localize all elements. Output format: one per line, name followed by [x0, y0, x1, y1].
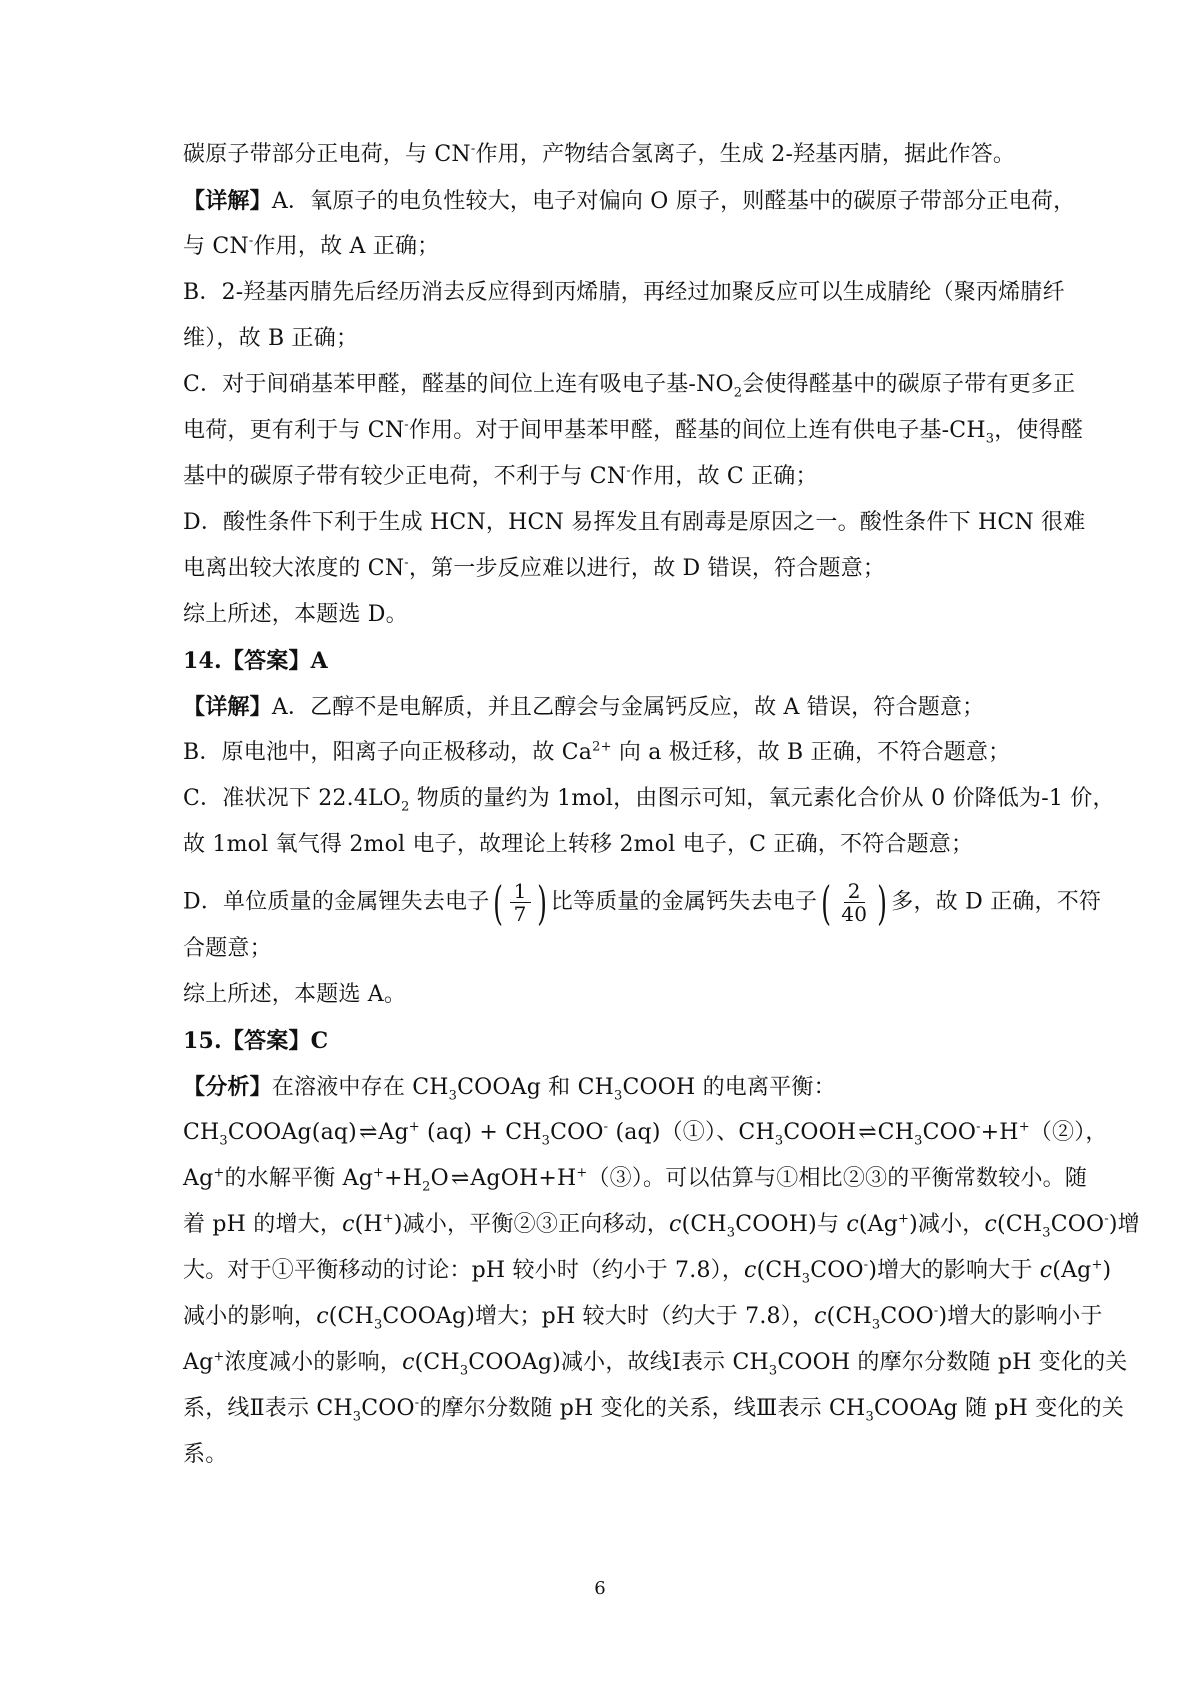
- text-line: 维），故 B 正确；: [183, 326, 359, 351]
- text-line: C．对于间硝基苯甲醛，醛基的间位上连有吸电子基$-NO_2$会使得醛基中的碳原子带有更多正: [183, 372, 1076, 401]
- text-line: 与 CN-作用，故 A 正确；: [183, 233, 440, 259]
- text-line: 减小的影响，$c(CH_3COOAg)$增大；pH 较大时（约大于 7.8），$c(CH_3COO^-)$增大的影响小于: [183, 1303, 1103, 1333]
- right-paren: ): [877, 875, 888, 930]
- equilibrium-arrow: ⇌: [450, 1166, 467, 1191]
- text-line: 【详解】A．氧原子的电负性较大，电子对偏向 O 原子，则醛基中的碳原子带部分正电荷，: [183, 188, 1076, 214]
- text-line: 【分析】在溶液中存在 $CH_3COOAg$ 和 $CH_3COOH$ 的电离平衡：: [183, 1074, 836, 1104]
- text-line: 合题意；: [183, 936, 272, 961]
- fraction-2-40: $\frac{2}{40}$: [841, 879, 868, 926]
- text-line: C．准状况下 $22.4LO_2$ 物质的量约为 1mol，由图示可知，氧元素化合价从 0 价降低为-1 价，: [183, 786, 1115, 815]
- text-line: 故 1mol 氧气得 2mol 电子，故理论上转移 2mol 电子，C 正确，不符合题意；: [183, 832, 974, 857]
- text-line: 大。对于①平衡移动的讨论：pH 较小时（约小于 7.8），$c(CH_3COO^-)$增大的影响大于 c(Ag+): [183, 1257, 1112, 1287]
- text-line: D．酸性条件下利于生成 HCN，HCN 易挥发且有剧毒是原因之一。酸性条件下 HCN 很难: [183, 510, 1086, 535]
- text-line: 系。: [183, 1442, 228, 1467]
- text-line: 碳原子带部分正电荷，与 CN-作用，产物结合氢离子，生成 2-羟基丙腈，据此作答。: [183, 141, 1016, 167]
- equilibrium-arrow: ⇌: [358, 1120, 375, 1145]
- question-15-answer-heading: 15.【答案】C: [183, 1028, 329, 1054]
- text-line: B．原电池中，阳离子向正极移动，故 $Ca^{2+}$ 向 a 极迁移，故 B 正确，不符合题意；: [183, 739, 1011, 765]
- text-line: 电荷，更有利于与 CN-作用。对于间甲基苯甲醛，醛基的间位上连有供电子基$-CH_3$，使得醛: [183, 417, 1084, 447]
- equation-line: $CH_3COOAg(aq)\rightleftharpoons$ Ag+ $(aq) + CH_3COO^-$ (aq)（①）、$CH_3COOH\rightleftharpoons$ $CH_3COO^-+H^+(②)$，: [183, 1119, 1108, 1149]
- page-number: 6: [594, 1578, 606, 1599]
- text-line: 综上所述，本题选 D。: [183, 602, 408, 627]
- equilibrium-arrow: ⇌: [858, 1120, 874, 1145]
- text-line: Ag+的水解平衡 $Ag^++H_2O\rightleftharpoons$ AgOH+H+（③）。可以估算与①相比②③的平衡常数较小。随: [183, 1165, 1088, 1195]
- text-line: 电离出较大浓度的 CN-，第一步反应难以进行，故 D 错误，符合题意；: [183, 555, 886, 581]
- fraction-1-7: $\frac{1}{7}$: [510, 880, 531, 925]
- text-line: 综上所述，本题选 A。: [183, 982, 407, 1007]
- text-line-fractions: D．单位质量的金属锂失去电子( $\frac{1}{7}$ ) 比等质量的金属钙失去电子( $\frac{2}{40}$ ) 多，故 D 正确，不符: [183, 875, 1102, 930]
- question-14-answer-heading: 14.【答案】A: [183, 648, 328, 674]
- left-paren: (: [821, 875, 832, 930]
- text-line: 系，线Ⅱ表示 $CH_3COO^-$的摩尔分数随 pH 变化的关系，线Ⅲ表示 $CH_3COOAg$ 随 pH 变化的关: [183, 1395, 1125, 1425]
- text-line: 【详解】A．乙醇不是电解质，并且乙醇会与金属钙反应，故 A 错误，符合题意；: [183, 694, 985, 720]
- text-line: 着 pH 的增大，c(H+)减小，平衡②③正向移动，$c(CH_3COOH)$与 c(Ag+)减小，$c(CH_3COO^-)$增: [183, 1211, 1140, 1241]
- text-line: 基中的碳原子带有较少正电荷，不利于与 CN-作用，故 C 正确；: [183, 463, 818, 489]
- right-paren: ): [536, 875, 547, 930]
- left-paren: (: [493, 875, 504, 930]
- text-line: Ag+浓度减小的影响，$c(CH_3COOAg)$减小，故线Ⅰ表示 $CH_3COOH$ 的摩尔分数随 pH 变化的关: [183, 1349, 1128, 1379]
- text-line: B．2-羟基丙腈先后经历消去反应得到丙烯腈，再经过加聚反应可以生成腈纶（聚丙烯腈纤: [183, 280, 1065, 305]
